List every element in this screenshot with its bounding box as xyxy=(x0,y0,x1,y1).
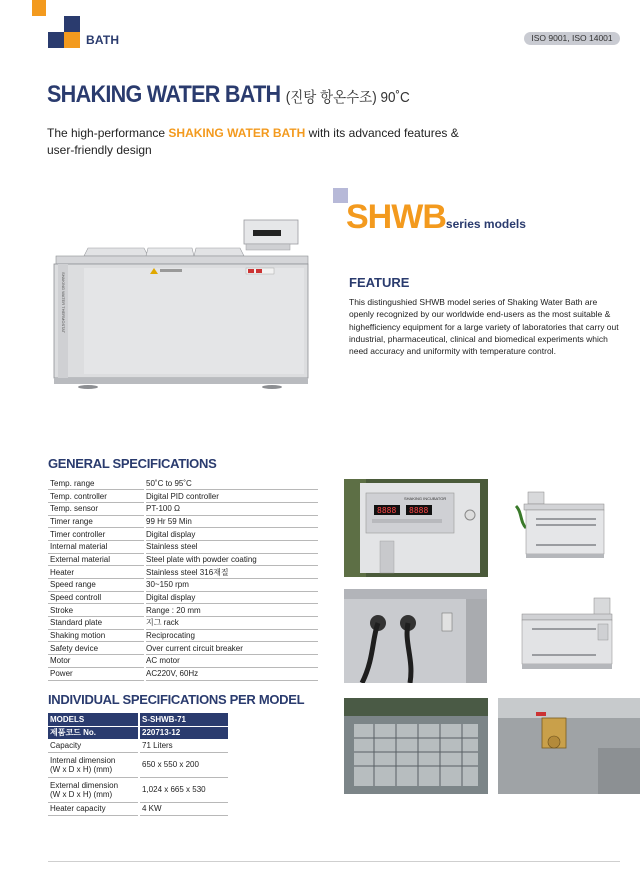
spec-value: Digital display xyxy=(146,528,318,541)
spec-value: Range : 20 mm xyxy=(146,604,318,617)
spec-row xyxy=(48,655,318,668)
spec-row xyxy=(48,642,318,655)
spec-row xyxy=(48,540,318,553)
spec-value: Digital PID controller xyxy=(146,490,318,503)
spec-value: Stainless steel 316재질 xyxy=(146,566,318,579)
model-row xyxy=(48,752,228,777)
product-image xyxy=(48,214,324,394)
feature-text: This distingushied SHWB model series of Shaking Water Bath are openly recognized by our worldwide end-users as the most suitable & highefficiency equipment for a large variety of laboratories that carry out industrial, pharmaceutical, clinical and biomedical experiments which need accuracy and uniformity with temperature control. xyxy=(349,297,619,357)
spec-value: PT-100 Ω xyxy=(146,502,318,515)
model-header-value: S-SHWB-71 xyxy=(140,713,228,726)
spec-key: Stroke xyxy=(48,604,144,617)
page-title xyxy=(47,81,410,109)
spec-row xyxy=(48,604,318,617)
spec-key: Power xyxy=(48,667,144,680)
intro-highlight: SHAKING WATER BATH xyxy=(168,126,306,140)
spec-row xyxy=(48,591,318,604)
model-key xyxy=(48,752,138,777)
spec-value: Over current circuit breaker xyxy=(146,642,318,655)
model-key-line1: Heater capacity xyxy=(50,804,106,813)
control-panel-photo xyxy=(344,479,488,577)
series-title xyxy=(346,198,526,237)
spec-key: Timer controller xyxy=(48,528,144,541)
model-key xyxy=(48,802,138,815)
spec-row xyxy=(48,617,318,630)
individual-spec-heading: INDIVIDUAL SPECIFICATIONS PER MODEL xyxy=(48,692,305,707)
spec-value: Reciprocating xyxy=(146,629,318,642)
spec-key: Motor xyxy=(48,655,144,668)
model-key-line2: (W x D x H) (mm) xyxy=(50,789,113,799)
model-key xyxy=(48,739,138,752)
model-key-line1: External dimension xyxy=(50,780,119,790)
model-row xyxy=(48,739,228,752)
panel-display-1: 8888 xyxy=(377,506,397,515)
model-header-key: MODELS xyxy=(48,713,138,726)
intro-after: with its advanced features & user-friendly design xyxy=(47,126,459,157)
spec-key: Temp. sensor xyxy=(48,502,144,515)
intro-before: The high-performance xyxy=(47,126,169,140)
machine-side-photo-2 xyxy=(518,594,616,674)
rack-interior-photo xyxy=(344,698,488,794)
spec-row xyxy=(48,490,318,503)
model-spec-table xyxy=(48,713,228,816)
footer-divider xyxy=(48,861,620,862)
spec-key: External material xyxy=(48,553,144,566)
model-header-row xyxy=(48,713,228,726)
spec-key: Speed controll xyxy=(48,591,144,604)
model-key-line1: Capacity xyxy=(50,741,82,750)
model-row xyxy=(48,802,228,815)
model-value: 1,024 x 665 x 530 xyxy=(140,777,228,802)
feature-heading: FEATURE xyxy=(349,275,410,290)
panel-label: SHAKING INCUBATOR xyxy=(404,496,447,501)
spec-key: Internal material xyxy=(48,540,144,553)
spec-key: Safety device xyxy=(48,642,144,655)
model-value: 4 KW xyxy=(140,802,228,815)
spec-key: Standard plate xyxy=(48,617,144,630)
spec-value: 50˚C to 95˚C xyxy=(146,477,318,490)
model-header-row xyxy=(48,726,228,739)
model-key-line2: (W x D x H) (mm) xyxy=(50,764,113,774)
spec-value: AC220V, 60Hz xyxy=(146,667,318,680)
panel-display-2: 8888 xyxy=(409,506,429,515)
spec-value: 30~150 rpm xyxy=(146,579,318,592)
intro-text xyxy=(47,125,467,159)
model-value: 650 x 550 x 200 xyxy=(140,752,228,777)
cert-badge: ISO 9001, ISO 14001 xyxy=(524,32,620,45)
valve-photo xyxy=(498,698,640,794)
spec-row xyxy=(48,502,318,515)
series-code: SHWB xyxy=(346,198,446,236)
section-tag: BATH xyxy=(86,33,120,47)
spec-value: Digital display xyxy=(146,591,318,604)
brand-logo xyxy=(32,0,80,48)
spec-key: Shaking motion xyxy=(48,629,144,642)
spec-row xyxy=(48,629,318,642)
model-value: 71 Liters xyxy=(140,739,228,752)
spec-row xyxy=(48,566,318,579)
spec-row xyxy=(48,553,318,566)
spec-value: AC motor xyxy=(146,655,318,668)
model-header-value: 220713-12 xyxy=(140,726,228,739)
model-key-line1: Internal dimension xyxy=(50,755,116,765)
spec-key: Timer range xyxy=(48,515,144,528)
title-sub: (진탕 항온수조) 90˚C xyxy=(285,89,410,106)
spec-key: Temp. controller xyxy=(48,490,144,503)
machine-side-photo-1 xyxy=(514,486,610,562)
spec-value: Steel plate with powder coating xyxy=(146,553,318,566)
general-spec-table xyxy=(48,477,318,681)
spec-row xyxy=(48,477,318,490)
spec-row xyxy=(48,528,318,541)
general-spec-heading: GENERAL SPECIFICATIONS xyxy=(48,456,217,471)
series-suffix: series models xyxy=(445,217,526,231)
title-main: SHAKING WATER BATH xyxy=(47,81,281,108)
cable-port-photo xyxy=(344,589,487,683)
spec-row xyxy=(48,515,318,528)
spec-key: Speed range xyxy=(48,579,144,592)
model-row xyxy=(48,777,228,802)
model-key xyxy=(48,777,138,802)
spec-value: 지그 rack xyxy=(146,617,318,630)
model-header-key: 제품코드 No. xyxy=(48,726,138,739)
spec-row xyxy=(48,579,318,592)
spec-key: Temp. range xyxy=(48,477,144,490)
product-side-label: SHAKING WATER THERMOSTAT xyxy=(61,272,66,334)
spec-key: Heater xyxy=(48,566,144,579)
spec-row xyxy=(48,667,318,680)
spec-value: Stainless steel xyxy=(146,540,318,553)
spec-value: 99 Hr 59 Min xyxy=(146,515,318,528)
